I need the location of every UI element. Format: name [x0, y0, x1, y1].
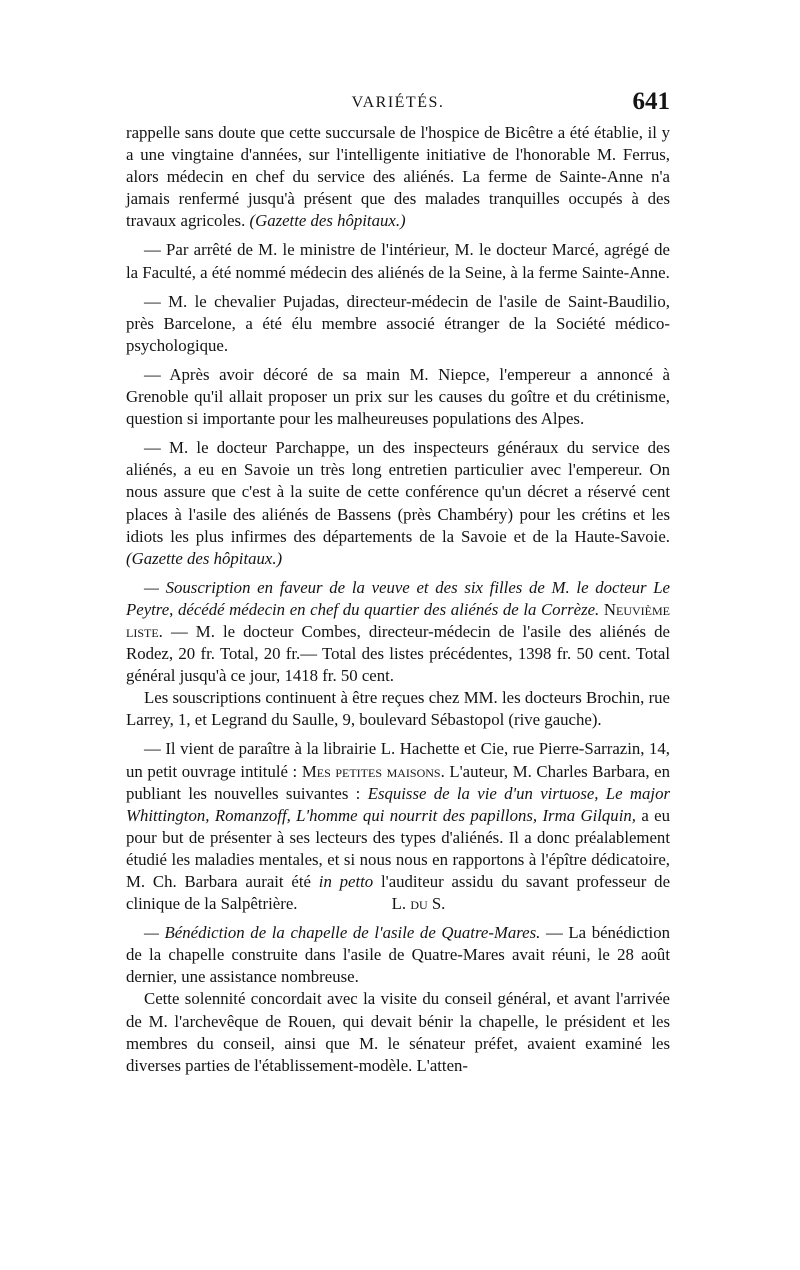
- paragraph-marce: [126, 239, 670, 283]
- paragraph-benediction: [126, 922, 670, 988]
- paragraph-text: l'auditeur assidu du savant professeur de clinique de la Salpêtrière.: [126, 872, 671, 914]
- paragraph-text: — Par arrêté de M. le ministre de l'intérieur, M. le docteur Marcé, agrégé de la Faculté, a été nommé médecin des aliénés de la Seine, à la ferme Sainte-Anne.: [126, 240, 670, 282]
- paragraph-text: — M. le docteur Combes, directeur-médecin de l'asile des aliénés de Rodez, 20 fr. Total, 20 fr.— Total des listes précédentes, 1398 fr. 50 cent. Total général jusqu'à ce jour, 1418 fr. 50 cent.: [126, 621, 670, 686]
- paragraph-text: Cette solennité concordait avec la visite du conseil général, et avant l'arrivée de M. l'archevêque de Rouen, qui devait bénir la chapelle, le président et les membres du conseil, ainsi que M. le sénateur préfet, avaient examiné les diverses parties de l'établissement-modèle. L'atten-: [126, 989, 670, 1075]
- signature: L. du S.: [391, 894, 446, 914]
- story-titles: Esquisse de la vie d'un virtuose, Le major Whittington, Romanzoff, L'homme qui nourrit des papillons, Irma Gilquin,: [126, 783, 671, 825]
- paragraph-ferme-sainte-anne: [126, 122, 670, 232]
- page-header: [126, 88, 670, 122]
- page-body: [126, 122, 670, 1077]
- paragraph-text: L'auteur, M. Charles Barbara, en publiant les nouvelles suivantes :: [126, 761, 670, 803]
- page-number: 641: [632, 88, 670, 115]
- paragraph-souscription: [126, 577, 670, 687]
- source-citation: (Gazette des hôpitaux.): [126, 548, 283, 568]
- paragraph-pujadas: [126, 291, 670, 357]
- subscription-heading: — Souscription en faveur de la veuve et des six filles de M. le docteur Le Peytre, décédé médecin en chef du quartier des aliénés de la Corrèze.: [126, 577, 670, 619]
- paragraph-text: — La bénédiction de la chapelle construite dans l'asile de Quatre-Mares avait réuni, le 28 août dernier, une assistance nombreuse.: [126, 923, 670, 987]
- benediction-heading: — Bénédiction de la chapelle de l'asile de Quatre-Mares.: [144, 923, 541, 943]
- paragraph-text: — M. le chevalier Pujadas, directeur-médecin de l'asile de Saint-Baudilio, près Barcelone, a été élu membre associé étranger de la Société médico-psychologique.: [126, 291, 670, 355]
- in-petto: in petto: [318, 872, 374, 891]
- paragraph-text: — Il vient de paraître à la librairie L. Hachette et Cie, rue Pierre-Sarrazin, 14, un petit ouvrage intitulé :: [126, 739, 670, 781]
- paragraph-text: a eu pour but de présenter à ses lecteurs des types d'aliénés. Il a donc préalablement étudié les maladies mentales, et si nous nous en rapportons à l'épître dédicatoire, M. Ch. Barbara aurait été: [126, 805, 670, 891]
- paragraph-parchappe: [126, 437, 670, 570]
- paragraph-text: rappelle sans doute que cette succursale de l'hospice de Bicêtre a été établie, il y a une vingtaine d'années, sur l'intelligente initiative de l'honorable M. Ferrus, alors médecin en chef du service des aliénés. La ferme de Sainte-Anne n'a jamais renfermé jusqu'à présent que des malades tranquilles occupés à des travaux agricoles.: [126, 123, 670, 231]
- book-title: Mes petites maisons.: [301, 761, 445, 781]
- paragraph-text: — Après avoir décoré de sa main M. Niepce, l'empereur a annoncé à Grenoble qu'il allait proposer un prix sur les causes du goître et du crétinisme, question si importante pour les malheureuses populations des Alpes.: [126, 364, 670, 429]
- source-citation: (Gazette des hôpitaux.): [249, 211, 406, 231]
- book-page: [126, 88, 670, 1218]
- running-head: VARIÉTÉS.: [351, 94, 445, 111]
- paragraph-text: Les souscriptions continuent à être reçues chez MM. les docteurs Brochin, rue Larrey, 1, et Legrand du Saulle, 9, boulevard Sébastopol (rive gauche).: [126, 688, 670, 730]
- paragraph-souscriptions-continuent: [126, 687, 670, 731]
- paragraph-barbara: [126, 738, 670, 915]
- paragraph-solennite: [126, 988, 670, 1076]
- list-label: Neuvième liste.: [126, 599, 670, 641]
- paragraph-niepce: [126, 364, 670, 430]
- paragraph-text: — M. le docteur Parchappe, un des inspecteurs généraux du service des aliénés, a eu en Savoie un très long entretien particulier avec l'empereur. On nous assure que c'est à la suite de cette conférence qu'un décret a réservé cent places à l'asile des aliénés de Bassens (près Chambéry) pour les crétins et les idiots les plus infirmes des départements de la Savoie et de la Haute-Savoie.: [126, 438, 670, 546]
